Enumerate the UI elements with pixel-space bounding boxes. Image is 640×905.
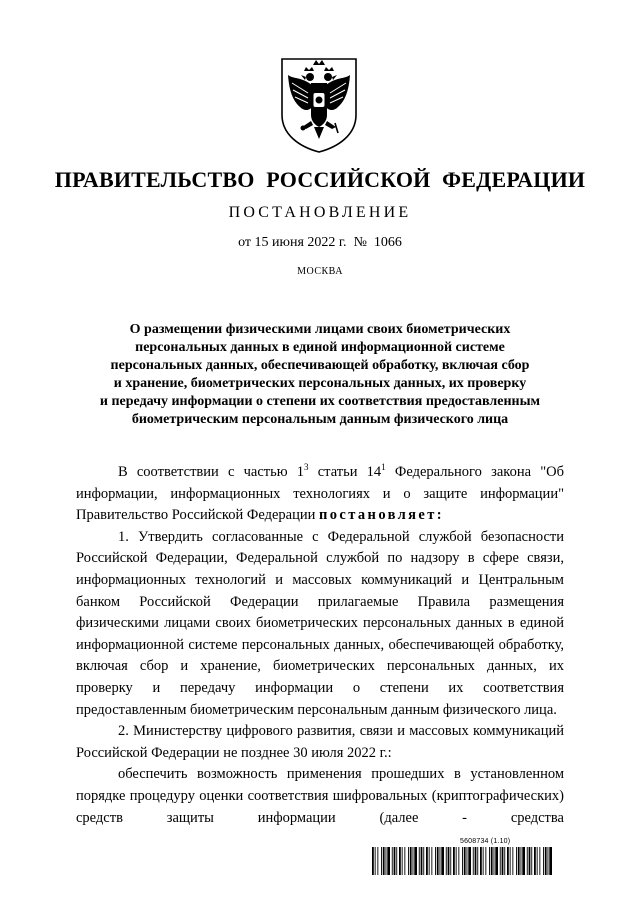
- document-subject: [70, 321, 570, 428]
- document-city: МОСКВА: [297, 266, 343, 277]
- subject-line: персональных данных в единой информационной системе: [135, 339, 505, 355]
- document-type: ПОСТАНОВЛЕНИЕ: [228, 204, 412, 221]
- subject-line: персональных данных, обеспечивающей обработку, включая сбор: [110, 357, 530, 373]
- decree-word: постановляет: [318, 507, 437, 524]
- barcode-icon: [372, 847, 552, 875]
- subject-line: О размещении физическими лицами своих биометрических: [129, 322, 511, 337]
- document-date-line: [0, 235, 640, 251]
- item-2-paragraph: 2. Министерству цифрового развития, связи и массовых коммуникаций Российской Федерации не позднее 30 июля 2022 г.:: [76, 723, 564, 761]
- document-date: от 15 июня 2022 г.: [238, 235, 347, 250]
- document-body: [76, 462, 564, 829]
- subject-line: биометрическим персональным данным физического лица: [131, 411, 509, 427]
- government-title: ПРАВИТЕЛЬСТВО РОССИЙСКОЙ ФЕДЕРАЦИИ: [54, 167, 586, 192]
- subject-line: и передачу информации о степени их соответствия предоставленным: [99, 393, 541, 409]
- document-number: 1066: [373, 235, 402, 250]
- item-1-paragraph: 1. Утвердить согласованные с Федеральной службой безопасности Российской Федерации, Федеральной службой по надзору в сфере связи, информационных технологий и массовых коммуникаций и Центральным банком Российской Федерации прилагаемые Правила размещения физическими лицами своих биометрических персональных данных в единой информационной системе персональных данных, обеспечивающей обработку, включая сбор и хранение, биометрических персональных данных, их проверку и передачу информации о степени их соответствия предоставленным биометрическим персональным данным физического лица.: [76, 528, 564, 718]
- subject-line: и хранение, биометрических персональных данных, их проверку: [113, 375, 527, 391]
- number-sign: №: [353, 235, 367, 250]
- item-2-subparagraph: обеспечить возможность применения прошедших в установленном порядке процедуру оценки соответствия шифровальных (криптографических) средств защиты информации (далее - средства: [76, 766, 564, 826]
- barcode-label: 5608734 (1.10): [460, 838, 511, 845]
- intro-paragraph: В соответствии с частью $1^3$ статьи $14^1$ Федерального закона "Об информации, информационных технологиях и о защите информации" Правительство Российской Федерации постановляет:: [76, 462, 564, 524]
- russian-coat-of-arms-icon: [276, 55, 362, 155]
